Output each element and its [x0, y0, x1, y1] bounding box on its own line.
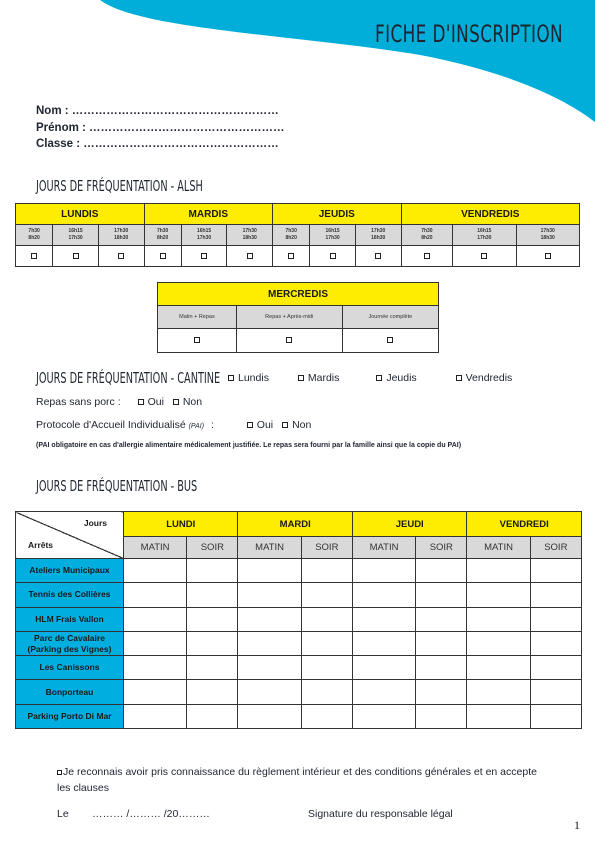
bus-morning-header: MATIN [124, 537, 187, 559]
checkbox[interactable] [298, 375, 304, 381]
bus-schedule-cell[interactable] [238, 704, 301, 728]
bus-schedule-cell[interactable] [124, 583, 187, 607]
bus-schedule-cell[interactable] [301, 583, 352, 607]
bus-schedule-cell[interactable] [530, 559, 581, 583]
page-title: FICHE D'INSCRIPTION [374, 20, 563, 48]
bus-schedule-cell[interactable] [352, 656, 415, 680]
mercredi-table [157, 282, 439, 353]
acceptance-statement [57, 764, 552, 796]
bus-schedule-cell[interactable] [416, 631, 467, 655]
mercredi-option-label: Journée complète [342, 306, 438, 329]
alsh-time-slot [144, 225, 181, 246]
bus-schedule-cell[interactable] [467, 680, 530, 704]
bus-evening-header: SOIR [530, 537, 581, 559]
bus-table [15, 511, 582, 729]
bus-stop-row [16, 607, 582, 631]
bus-schedule-cell[interactable] [530, 607, 581, 631]
alsh-time-slot [227, 225, 273, 246]
alsh-time-text: 7h30 [421, 228, 433, 234]
bus-schedule-cell[interactable] [124, 631, 187, 655]
bus-schedule-cell[interactable] [187, 680, 238, 704]
pai-label: Protocole d'Accueil Individualisé [36, 419, 186, 431]
alsh-day-jeudis: JEUDIS [273, 204, 402, 225]
bus-schedule-cell[interactable] [530, 680, 581, 704]
checkbox[interactable] [194, 337, 200, 343]
bus-schedule-cell[interactable] [416, 680, 467, 704]
bus-schedule-cell[interactable] [301, 631, 352, 655]
bus-schedule-cell[interactable] [352, 559, 415, 583]
pork-label: Repas sans porc : [36, 396, 121, 408]
bus-schedule-cell[interactable] [301, 704, 352, 728]
pai-note: (PAI obligatoire en cas d'allergie alimentaire médicalement justifiée. Le repas sera fourni par la famille ainsi que la copie du PAI) [36, 442, 462, 449]
bus-schedule-cell[interactable] [352, 704, 415, 728]
alsh-time-slot [16, 225, 53, 246]
alsh-time-slot [98, 225, 144, 246]
mercredi-option-label: Repas + Après-midi [236, 306, 342, 329]
alsh-time-slot [310, 225, 356, 246]
bus-schedule-cell[interactable] [416, 607, 467, 631]
bus-schedule-cell[interactable] [352, 607, 415, 631]
bus-schedule-cell[interactable] [187, 583, 238, 607]
cantine-day-option[interactable]: Vendredis [456, 372, 513, 384]
alsh-slot-cell [453, 246, 516, 267]
page-number: 1 [574, 818, 580, 832]
alsh-time-text: 18h30 [371, 235, 386, 241]
pork-row [36, 396, 202, 408]
pork-yes[interactable]: Oui [138, 396, 164, 408]
alsh-heading: JOURS DE FRÉQUENTATION - ALSH [36, 177, 203, 195]
alsh-time-text: 16h15 [325, 228, 340, 234]
alsh-time-text: 18h30 [114, 235, 129, 241]
checkbox[interactable] [545, 253, 551, 259]
bus-schedule-cell[interactable] [238, 680, 301, 704]
bus-stop-row [16, 631, 582, 655]
checkbox[interactable] [387, 337, 393, 343]
bus-stop-name: HLM Frais Vallon [16, 607, 124, 631]
checkbox[interactable] [31, 253, 37, 259]
alsh-slot-cell [310, 246, 356, 267]
bus-schedule-cell[interactable] [187, 656, 238, 680]
alsh-time-slot [516, 225, 579, 246]
alsh-slot-cell [401, 246, 453, 267]
checkbox[interactable] [247, 253, 253, 259]
signature-label: Signature du responsable légal [308, 808, 453, 820]
bus-schedule-cell[interactable] [467, 559, 530, 583]
alsh-time-text: 8h20 [285, 235, 297, 241]
alsh-checkbox-row [16, 246, 580, 267]
alsh-slot-cell [516, 246, 579, 267]
bus-stop-row [16, 704, 582, 728]
bus-schedule-cell[interactable] [301, 680, 352, 704]
alsh-time-text: 17h30 [325, 235, 340, 241]
cantine-days [228, 372, 512, 384]
alsh-time-text: 17h30 [242, 228, 257, 234]
alsh-time-text: 18h30 [540, 235, 555, 241]
mercredi-option-cell [158, 329, 237, 353]
alsh-time-text: 8h20 [421, 235, 433, 241]
bus-schedule-cell[interactable] [352, 631, 415, 655]
bus-stop-name: Bonporteau [16, 680, 124, 704]
bus-schedule-cell[interactable] [238, 607, 301, 631]
checkbox[interactable] [282, 422, 288, 428]
bus-schedule-cell[interactable] [467, 704, 530, 728]
alsh-slot-cell [16, 246, 53, 267]
checkbox[interactable] [118, 253, 124, 259]
bus-schedule-cell[interactable] [187, 631, 238, 655]
alsh-time-text: 17h30 [477, 235, 492, 241]
nom-field[interactable]: Nom : ……………………………………………… [36, 105, 279, 117]
alsh-slot-cell [144, 246, 181, 267]
bus-day-vendredi: VENDREDI [467, 512, 582, 537]
mercredi-option-cell [342, 329, 438, 353]
checkbox[interactable] [424, 253, 430, 259]
alsh-time-slot [53, 225, 99, 246]
checkbox[interactable] [247, 422, 253, 428]
checkbox[interactable] [73, 253, 79, 259]
checkbox[interactable] [160, 253, 166, 259]
bus-schedule-cell[interactable] [467, 631, 530, 655]
checkbox[interactable] [481, 253, 487, 259]
checkbox[interactable] [201, 253, 207, 259]
checkbox[interactable] [376, 375, 382, 381]
bus-schedule-cell[interactable] [416, 583, 467, 607]
cantine-day-option[interactable]: Lundis [228, 372, 269, 384]
classe-field[interactable]: Classe : …………………………………………… [36, 138, 279, 150]
alsh-time-text: 17h30 [540, 228, 555, 234]
bus-schedule-cell[interactable] [238, 631, 301, 655]
bus-schedule-cell[interactable] [530, 704, 581, 728]
bus-evening-header: SOIR [187, 537, 238, 559]
pai-abbr: (PAI) [188, 423, 205, 430]
bus-schedule-cell[interactable] [467, 583, 530, 607]
alsh-time-slot [355, 225, 401, 246]
alsh-time-text: 17h30 [197, 235, 212, 241]
bus-schedule-cell[interactable] [416, 704, 467, 728]
pai-yes[interactable]: Oui [247, 419, 273, 431]
alsh-day-mardis: MARDIS [144, 204, 273, 225]
bus-schedule-cell[interactable] [416, 656, 467, 680]
alsh-time-slot [453, 225, 516, 246]
bus-schedule-cell[interactable] [238, 583, 301, 607]
bus-schedule-cell[interactable] [187, 607, 238, 631]
bus-day-mardi: MARDI [238, 512, 352, 537]
alsh-time-slot [273, 225, 310, 246]
bus-schedule-cell[interactable] [530, 631, 581, 655]
bus-corner-cell [16, 512, 124, 559]
checkbox[interactable] [173, 399, 179, 405]
bus-morning-header: MATIN [467, 537, 530, 559]
bus-schedule-cell[interactable] [416, 559, 467, 583]
checkbox[interactable] [456, 375, 462, 381]
bus-evening-header: SOIR [416, 537, 467, 559]
pork-no[interactable]: Non [173, 396, 202, 408]
bus-heading: JOURS DE FRÉQUENTATION - BUS [36, 477, 198, 495]
alsh-time-text: 7h30 [28, 228, 40, 234]
bus-schedule-cell[interactable] [238, 656, 301, 680]
alsh-slot-cell [273, 246, 310, 267]
date-field[interactable]: ……… /……… /20……… [92, 808, 210, 820]
alsh-table [15, 203, 580, 267]
mercredi-option-cell [236, 329, 342, 353]
identity-block [36, 103, 285, 153]
bus-stop-row [16, 583, 582, 607]
checkbox[interactable] [375, 253, 381, 259]
pai-colon: : [210, 419, 214, 431]
mercredi-option-label: Matin + Repas [158, 306, 237, 329]
acceptance-text: Je reconnais avoir pris connaissance du règlement intérieur et des conditions générales et en accepte les clauses [57, 766, 537, 794]
bus-schedule-cell[interactable] [238, 559, 301, 583]
alsh-slot-cell [181, 246, 227, 267]
alsh-slot-cell [355, 246, 401, 267]
bus-schedule-cell[interactable] [530, 656, 581, 680]
alsh-time-text: 7h30 [156, 228, 169, 234]
bus-day-jeudi: JEUDI [352, 512, 466, 537]
checkbox[interactable] [286, 337, 292, 343]
pai-row [36, 419, 311, 431]
alsh-time-text: 16h15 [477, 228, 492, 234]
cantine-day-option[interactable]: Mardis [298, 372, 340, 384]
alsh-slot-cell [98, 246, 144, 267]
alsh-time-slot [401, 225, 453, 246]
bus-corner-days-label: Jours [83, 518, 107, 528]
bus-stop-name: Les Canissons [16, 656, 124, 680]
alsh-time-slot [181, 225, 227, 246]
prenom-field[interactable]: Prénom : …………………………………………… [36, 121, 285, 134]
bus-schedule-cell[interactable] [187, 559, 238, 583]
bus-morning-header: MATIN [238, 537, 301, 559]
bus-stop-name: Ateliers Municipaux [16, 559, 124, 583]
alsh-time-text: 17h30 [371, 228, 386, 234]
alsh-time-text: 16h15 [68, 228, 83, 234]
bus-stop-name: Parking Porto Di Mar [16, 704, 124, 728]
acceptance-checkbox[interactable] [57, 770, 62, 775]
bus-stop-name: Parc de Cavalaire (Parking des Vignes) [16, 631, 124, 655]
cantine-day-option[interactable]: Jeudis [376, 372, 416, 384]
bus-stop-row [16, 656, 582, 680]
bus-schedule-cell[interactable] [124, 559, 187, 583]
bus-schedule-cell[interactable] [301, 607, 352, 631]
bus-evening-header: SOIR [301, 537, 352, 559]
bus-schedule-cell[interactable] [467, 607, 530, 631]
bus-schedule-cell[interactable] [467, 656, 530, 680]
pai-no[interactable]: Non [282, 419, 311, 431]
date-label: Le [57, 808, 69, 820]
bus-schedule-cell[interactable] [352, 583, 415, 607]
bus-schedule-cell[interactable] [124, 656, 187, 680]
checkbox[interactable] [228, 375, 234, 381]
bus-schedule-cell[interactable] [124, 607, 187, 631]
alsh-slot-cell [227, 246, 273, 267]
checkbox[interactable] [330, 253, 336, 259]
bus-stop-row [16, 559, 582, 583]
bus-schedule-cell[interactable] [187, 704, 238, 728]
alsh-times-row [16, 225, 580, 246]
alsh-time-text: 16h15 [197, 228, 212, 234]
bus-stop-name: Tennis des Collières [16, 583, 124, 607]
alsh-day-lundis: LUNDIS [16, 204, 145, 225]
checkbox[interactable] [288, 253, 294, 259]
alsh-time-text: 7h30 [285, 228, 297, 234]
alsh-time-text: 17h30 [68, 235, 83, 241]
bus-schedule-cell[interactable] [530, 583, 581, 607]
alsh-time-text: 8h20 [156, 235, 169, 241]
alsh-slot-cell [53, 246, 99, 267]
bus-stop-row [16, 680, 582, 704]
bus-schedule-cell[interactable] [301, 559, 352, 583]
bus-corner-stops-label: Arrêts [28, 540, 54, 550]
alsh-time-text: 18h30 [242, 235, 257, 241]
alsh-day-vendredis: VENDREDIS [401, 204, 579, 225]
bus-day-lundi: LUNDI [124, 512, 238, 537]
bus-morning-header: MATIN [352, 537, 415, 559]
checkbox[interactable] [138, 399, 144, 405]
alsh-time-text: 8h20 [28, 235, 40, 241]
mercredi-day: MERCREDIS [158, 283, 439, 306]
bus-schedule-cell[interactable] [352, 680, 415, 704]
bus-schedule-cell[interactable] [124, 680, 187, 704]
cantine-heading: JOURS DE FRÉQUENTATION - CANTINE [36, 369, 221, 387]
bus-schedule-cell[interactable] [301, 656, 352, 680]
bus-schedule-cell[interactable] [124, 704, 187, 728]
alsh-time-text: 17h30 [114, 228, 129, 234]
